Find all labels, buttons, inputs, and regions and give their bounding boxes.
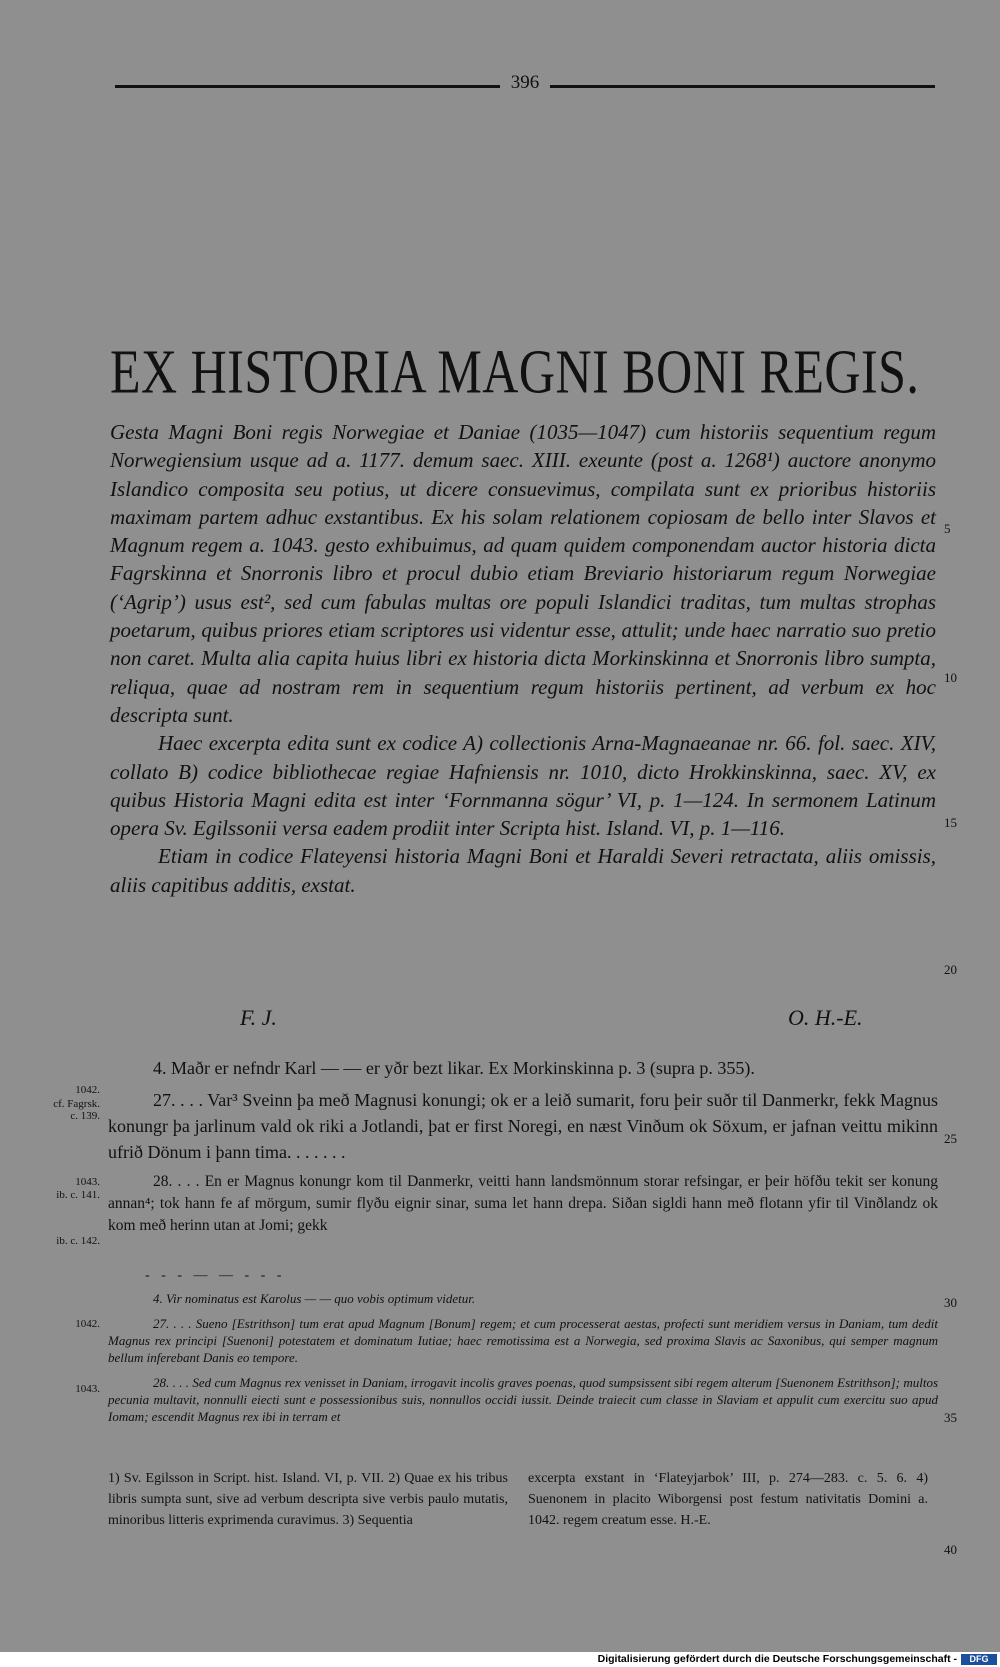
latin-chapter-27: 27. . . . Sueno [Estrithson] tum erat apud Magnum [Bonum] regem; et cum processerat aestas, profecti sunt meridiem versus in Daniam, tum dedit Magnus rex principi [Suenoni] potestatem et dominatum Iutiae; haec remotissima est a Norwegia, sed proxima Slavis ac Saxonibus, qui semper magnum bellum inferebant Danis eo tempore. [108, 1316, 938, 1365]
line-number: 30 [944, 1295, 957, 1310]
margin-note-year: 1043. [75, 1383, 100, 1395]
line-number: 25 [944, 1131, 957, 1146]
signature-left: F. J. [240, 1005, 277, 1030]
line-number: 40 [944, 1542, 957, 1557]
footnotes-left: 1) Sv. Egilsson in Script. hist. Island. VI, p. VII. 2) Quae ex his tribus libris sumpta sunt, sive ad verbum descripta sive verbis paulo mutatis, minoribus litteris exprimenda curavimus. 3) Sequentia [108, 1471, 508, 1528]
intro-paragraph-2: Haec excerpta edita sunt ex codice A) collectionis Arna-Magnaeanae nr. 66. fol. saec. XIV, collato B) codice bibliothecae regiae Hafniensis nr. 1010, dicto Hrokkinskinna, saec. XV, ex quibus Historia Magni edita est inter ‘Fornmanna sögur’ VI, p. 1—124. In sermonem Latinum opera Sv. Egilssonii versa eadem prodiit inter Scripta hist. Island. VI, p. 1—116. [110, 731, 936, 841]
page-number: 396 [510, 72, 540, 93]
line-number: 5 [944, 521, 951, 536]
intro-paragraph-1: Gesta Magni Boni regis Norwegiae et Daniae (1035—1047) cum historiis sequentium regum Norwegiensium usque ad a. 1177. demum saec. XIII. exeunte (post a. 1268¹) auctore anonymo Islandico composita seu potius, ut dicere consuevimus, compilata sunt ex prioribus historiis maximam partem adhuc exstantibus. Ex his solam relationem copiosam de bello inter Slavos et Magnum regem a. 1043. gesto exhibuimus, ad quam quidem componendam auctor historia dicta Fagrskinna et Snorronis libro et procul dubio etiam Breviario historiarum regum Norwegiae (‘Agrip’) usus est², sed cum fabulas multas ore populi Islandici traditas, tum multas strophas poetarum, quibus priores etiam scriptores usi videntur esse, attulit; unde haec narratio suo pretio non caret. Multa alia capita huius libri ex historia dicta Morkinskinna et Snorronis libro sumpta, reliqua, quae ad nostram rem in sequentium regum historiis pertinent, ad verbum ex hoc descripta sunt. [110, 420, 936, 727]
margin-note-year: 1042. [75, 1084, 100, 1096]
omission-dashes: - - - — — - - - [145, 1268, 286, 1283]
old-norse-text [108, 1055, 938, 1237]
footnotes-right: excerpta exstant in ‘Flateyjarbok’ III, p. 274—283. c. 5. 6. 4) Suenonem in placito Wiborgensi post festum nativitatis Domini a. 1042. regem creatum esse. H.-E. [528, 1471, 928, 1528]
margin-note-ref: ib. c. 141. [56, 1189, 100, 1201]
chapter-title: EX HISTORIA MAGNI BONI REGIS. [110, 336, 920, 407]
editor-signatures [240, 1005, 890, 1031]
line-number: 10 [944, 670, 957, 685]
introduction [110, 418, 936, 899]
latin-chapter-4: 4. Vir nominatus est Karolus — — quo vobis optimum videtur. [153, 1291, 476, 1306]
margin-note-year: 1043. [75, 1176, 100, 1188]
margin-note-ref: cf. Fagrsk. c. 139. [53, 1098, 100, 1122]
dfg-logo-icon: DFG [961, 1654, 997, 1665]
funding-notice: Digitalisierung gefördert durch die Deutsche Forschungsgemeinschaft - [597, 1653, 957, 1665]
header-rule-left [115, 85, 500, 88]
line-number: 15 [944, 815, 957, 830]
page-header [115, 72, 935, 102]
norse-chapter-28: 28. . . . En er Magnus konungr kom til Danmerkr, veitti hann landsmönnum storar refsingar, er þeir höfðu tekit ser konung annan⁴; tok hann fe af mörgum, sumir flyðu eignir sinar, suma let hann drepa. Siðan sigldi hann með flotann yfir til Vinðlandz ok kom með herinn utan at Jomi; gekk [108, 1173, 938, 1234]
line-number: 35 [944, 1410, 957, 1425]
latin-chapter-28: 28. . . . Sed cum Magnus rex venisset in Daniam, irrogavit incolis graves poenas, quod sumpsissent sibi regem alterum [Suenonem Estrithson]; multos pecunia multavit, nonnulli eiecti sunt e possessionibus suis, nonnullos occidi iussit. Deinde traiecit cum classe in Slaviam et appulit cum exercitu suo apud Iomam; escendit Magnus rex ibi in terram et [108, 1375, 938, 1424]
norse-chapter-4: 4. Maðr er nefndr Karl — — er yðr bezt likar. Ex Morkinskinna p. 3 (supra p. 355). [153, 1058, 755, 1078]
margin-note-year: 1042. [75, 1318, 100, 1330]
norse-chapter-27: 27. . . . Var³ Sveinn þa með Magnusi konungi; ok er a leið sumarit, foru þeir suðr til Danmerkr, fekk Magnus konungr þa jarlinum vald ok riki a Jotlandi, þat er first Noregi, en næst Vinðum ok Söxum, er jafnan veittu mikinn ufrið Dönum i þann tima. . . . . . . [108, 1090, 938, 1162]
intro-paragraph-3: Etiam in codice Flateyensi historia Magni Boni et Haraldi Severi retractata, aliis omissis, aliis capitibus additis, exstat. [110, 844, 936, 897]
header-rule-right [550, 85, 935, 88]
latin-translation [108, 1290, 938, 1425]
margin-note-ref: ib. c. 142. [56, 1235, 100, 1247]
line-number: 20 [944, 962, 957, 977]
signature-right: O. H.-E. [788, 1005, 863, 1030]
